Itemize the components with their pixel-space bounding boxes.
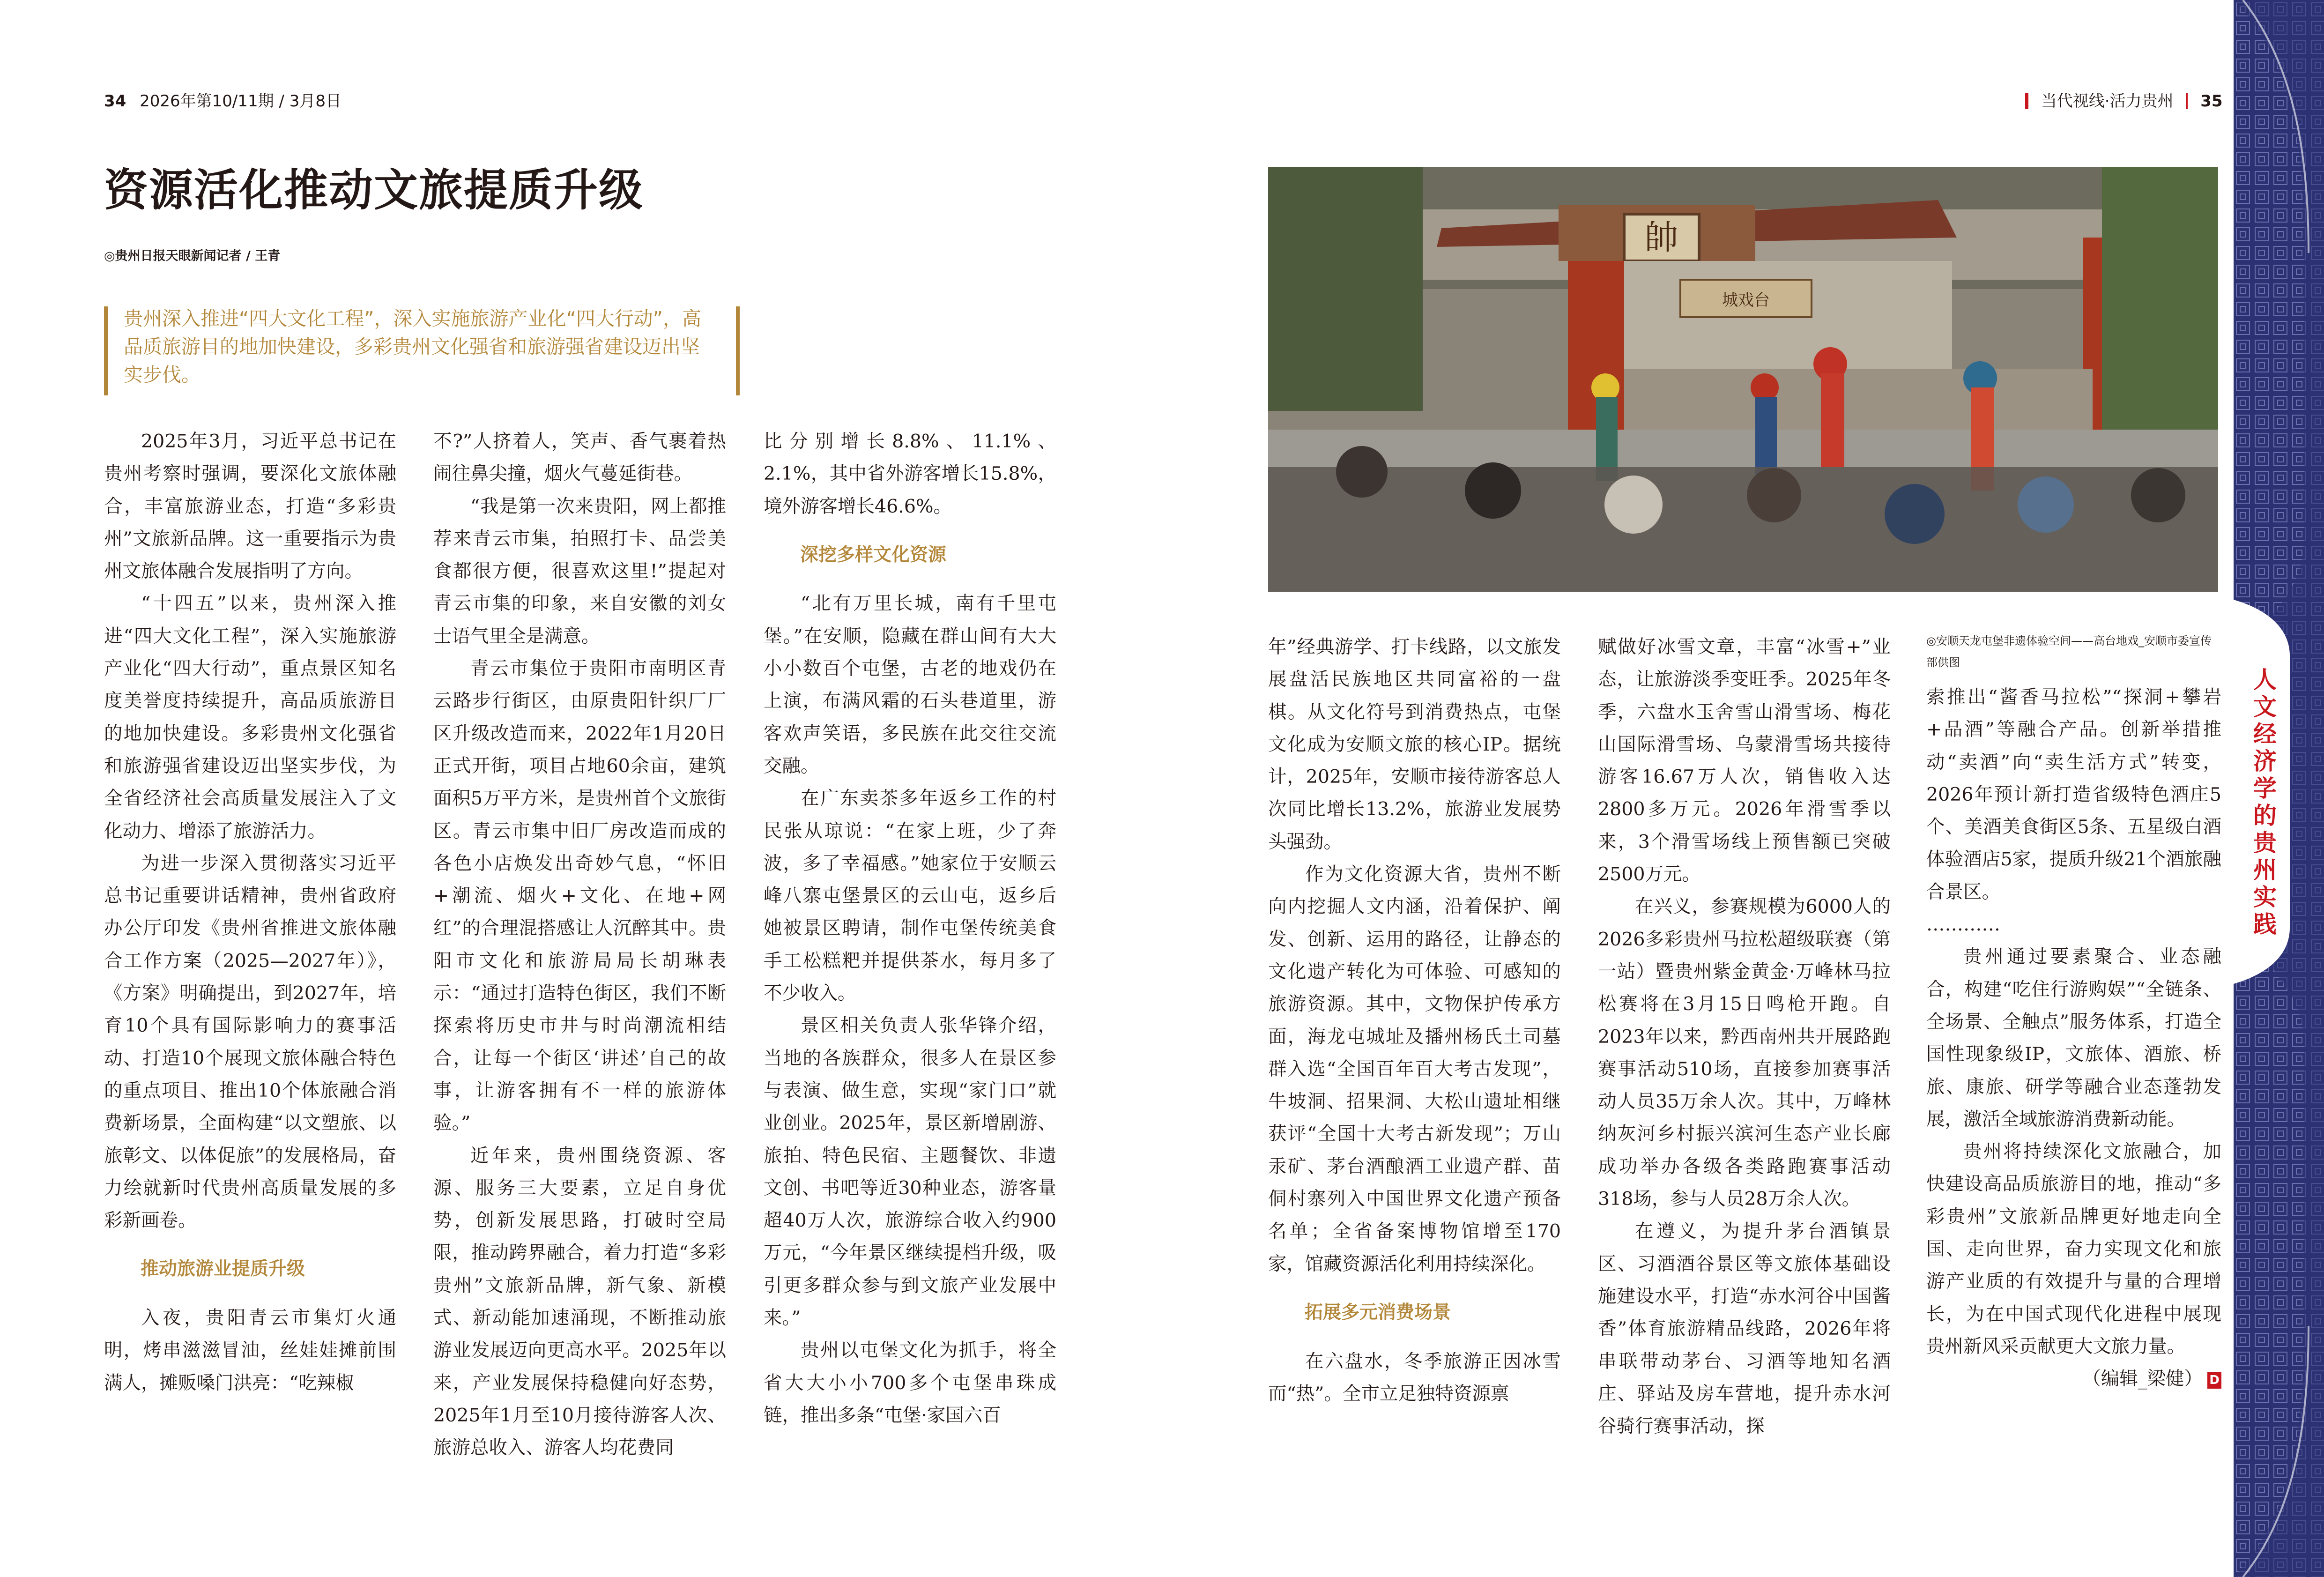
editor-name: （编辑_梁健） (2082, 1368, 2203, 1390)
right-page-header (2025, 88, 2223, 111)
right-section-title: 当代视线·活力贵州 (2041, 92, 2174, 111)
article-title: 资源活化推动文旅提质升级 (104, 164, 644, 216)
section-heading: 推动旅游业提质升级 (141, 1258, 305, 1280)
tunpu-stage-photo (1268, 167, 2218, 592)
text-column-4 (1268, 631, 1561, 1410)
lead-left-bar (104, 306, 108, 395)
section-heading: 深挖多样文化资源 (800, 544, 947, 565)
paragraph: 景区相关负责人张华锋介绍，当地的各族群众，很多人在景区参与表演、做生意，实现“家门口”就业创业。2025年，景区新增剧游、旅拍、特色民宿、主题餐饮、非遗文创、书吧等近30种业态，游客量超40万人次，旅游综合收入约900万元，“今年景区继续提档升级，吸引更多群众参与到文旅产业发展中来。” (764, 1015, 1056, 1329)
paragraph: 入夜，贵阳青云市集灯火通明，烤串滋滋冒油，丝娃娃摊前围满人，摊贩嗓门洪亮：“吃辣椒 (104, 1307, 396, 1394)
paragraph: “北有万里长城，南有千里屯堡。”在安顺，隐藏在群山间有大大小小数百个屯堡，古老的地戏仍在上演，布满风霜的石头巷道里，游客欢声笑语，多民族在此交往交流交融。 (764, 593, 1056, 777)
stage-plaque: 城戏台 (1722, 291, 1770, 310)
article-lead (104, 305, 740, 397)
paragraph: 在广东卖茶多年返乡工作的村民张从琼说：“在家上班，少了奔波，多了幸福感。”她家位于安顺云峰八寨屯堡景区的云山屯，返乡后她被景区聘请，制作屯堡传统美食手工松糕粑并提供茶水，每月多了不少收入。 (764, 788, 1056, 1004)
article-photo (1268, 167, 2218, 592)
paragraph: 贵州通过要素聚合、业态融合，构建“吃住行游购娱”“全链条、全场景、全触点”服务体系，打造全国性现象级IP，文旅体、酒旅、桥旅、康旅、研学等融合业态蓬勃发展，激活全域旅游消费新动能。 (1926, 946, 2221, 1130)
left-issue-info: 2026年第10/11期 / 3月8日 (140, 92, 342, 111)
paragraph: “十四五”以来，贵州深入推进“四大文化工程”，深入实施旅游产业化“四大行动”，重点景区知名度美誉度持续提升，高品质旅游目的地加快建设。多彩贵州文化强省和旅游强省建设迈出坚实步伐，为全省经济社会高质量发展注入了文化动力、增添了旅游活力。 (104, 593, 396, 842)
right-page-number: 35 (2200, 92, 2223, 111)
paragraph: 为进一步深入贯彻落实习近平总书记重要讲话精神，贵州省政府办公厅印发《贵州省推进文旅体融合工作方案（2025—2027年）》，《方案》明确提出，到2027年，培育10个具有国际影响力的赛事活动、打造10个展现文旅体融合特色的重点项目、推出10个体旅融合消费新场景，全面构建“以文塑旅、以旅彰文、以体促旅”的发展格局，奋力绘就新时代贵州高质量发展的多彩新画卷。 (104, 852, 396, 1232)
photo-caption: ◎安顺天龙屯堡非遗体验空间——高台地戏_安顺市委宣传部供图 (1926, 634, 2212, 669)
paragraph: “我是第一次来贵阳，网上都推荐来青云市集，拍照打卡、品尝美食都很方便，很喜欢这里!”提起对青云市集的印象，来自安徽的刘女士语气里全是满意。 (433, 495, 726, 647)
paragraph: 贵州以屯堡文化为抓手，将全省大大小小700多个屯堡串珠成链，推出多条“屯堡·家国六百 (764, 1339, 1056, 1426)
text-column-5 (1598, 631, 1891, 1443)
paragraph: 在遵义，为提升茅台酒镇景区、习酒酒谷景区等文旅体基础设施建设水平，打造“赤水河谷中国酱香”体育旅游精品线路，2026年将串联带动茅台、习酒等地知名酒庄、驿站及房车营地，提升赤水河谷骑行赛事活动，探 (1598, 1220, 1891, 1437)
paragraph: 在六盘水，冬季旅游正因冰雪而“热”。全市立足独特资源禀 (1268, 1350, 1561, 1405)
paragraph: 近年来，贵州围绕资源、客源、服务三大要素，立足自身优势，创新发展思路，打破时空局限，推动跨界融合，着力打造“多彩贵州”文旅新品牌，新气象、新模式、新动能加速涌现，不断推动旅游业发展迈向更高水平。2025年以来，产业发展保持稳健向好态势，2025年1月至10月接待游客人次、旅游总收入、游客人均花费同 (433, 1145, 726, 1459)
left-page-header (104, 88, 342, 111)
end-mark: D (2207, 1372, 2221, 1389)
editor-signature (1926, 1363, 2221, 1395)
lead-right-bar (736, 306, 740, 395)
paragraph: 比分别增长8.8%、11.1%、2.1%，其中省外游客增长15.8%，境外游客增长46.6%。 (764, 431, 1056, 517)
side-column-title: 人文经济学的贵州实践 (2253, 666, 2277, 938)
paragraph: 贵州将持续深化文旅融合，加快建设高品质旅游目的地，推动“多彩贵州”文旅新品牌更好地走向全国、走向世界，奋力实现文化和旅游产业质的有效提升与量的合理增长，为在中国式现代化进程中展现贵州新风采贡献更大文旅力量。 (1926, 1141, 2221, 1357)
stage-sign: 帥 (1644, 218, 1679, 257)
paragraph: 青云市集位于贵阳市南明区青云路步行街区，由原贵阳针织厂厂区升级改造而来，2022年1月20日正式开街，项目占地60余亩，建筑面积5万平方米，是贵州首个文旅街区。青云市集中旧厂房改造而成的各色小店焕发出奇妙气息，“怀旧+潮流、烟火+文化、在地+网红”的合理混搭感让人沉醉其中。贵阳市文化和旅游局局长胡琳表示：“通过打造特色街区，我们不断探索将历史市井与时尚潮流相结合，让每一个街区‘讲述’自己的故事，让游客拥有不一样的旅游体验。” (433, 658, 726, 1134)
paragraph: 赋做好冰雪文章，丰富“冰雪+”业态，让旅游淡季变旺季。2025年冬季，六盘水玉舍雪山滑雪场、梅花山国际滑雪场、乌蒙滑雪场共接待游客16.67万人次，销售收入达2800多万元。2026年滑雪季以来，3个滑雪场线上预售额已突破2500万元。 (1598, 636, 1891, 885)
left-page-number: 34 (104, 92, 126, 111)
article-byline: ◎贵州日报天眼新闻记者 / 王青 (104, 249, 281, 263)
text-column-2 (433, 425, 726, 1465)
paragraph: 不?”人挤着人，笑声、香气裹着热闹往鼻尖撞，烟火气蔓延街巷。 (433, 431, 726, 485)
text-column-1 (104, 425, 396, 1399)
paragraph: 在兴义，参赛规模为6000人的2026多彩贵州马拉松超级联赛（第一站）暨贵州紫金黄金·万峰林马拉松赛将在3月15日鸣枪开跑。自2023年以来，黔西南州共开展路跑赛事活动510场，直接参加赛事活动人员35万余人次。其中，万峰林纳灰河乡村振兴滨河生态产业长廊成功举办各级各类路跑赛事活动318场，参与人员28万余人次。 (1598, 896, 1891, 1210)
text-column-6 (1926, 681, 2221, 1396)
text-column-3 (764, 425, 1056, 1432)
paragraph: 索推出“酱香马拉松”“探洞+攀岩+品酒”等融合产品。创新举措推动“卖酒”向“卖生活方式”转变，2026年预计新打造省级特色酒庄5个、美酒美食街区5条、五星级白酒体验酒店5家，提质升级21个酒旅融合景区。 (1926, 686, 2221, 903)
lead-text: 贵州深入推进“四大文化工程”，深入实施旅游产业化“四大行动”，高品质旅游目的地加快建设，多彩贵州文化强省和旅游强省建设迈出坚实步伐。 (124, 307, 701, 386)
section-heading: 拓展多元消费场景 (1305, 1302, 1451, 1323)
ellipsis-separator: ………… (1926, 914, 2000, 936)
red-mark (2186, 93, 2188, 109)
red-mark (2025, 93, 2028, 109)
paragraph: 2025年3月，习近平总书记在贵州考察时强调，要深化文旅体融合，丰富旅游业态，打造“多彩贵州”文旅新品牌。这一重要指示为贵州文旅体融合发展指明了方向。 (104, 431, 396, 582)
paragraph: 作为文化资源大省，贵州不断向内挖掘人文内涵，沿着保护、阐发、创新、运用的路径，让静态的文化遗产转化为可体验、可感知的旅游资源。其中，文物保护传承方面，海龙屯城址及播州杨氏土司墓群入选“全国百年百大考古发现”，牛坡洞、招果洞、大松山遗址相继获评“全国十大考古新发现”；万山汞矿、茅台酒酿酒工业遗产群、苗侗村寨列入中国世界文化遗产预备名单；全省备案博物馆增至170家，馆藏资源活化利用持续深化。 (1268, 863, 1561, 1275)
paragraph: 年”经典游学、打卡线路，以文旅发展盘活民族地区共同富裕的一盘棋。从文化符号到消费热点，屯堡文化成为安顺文旅的核心IP。据统计，2025年，安顺市接待游客总人次同比增长13.2%，旅游业发展势头强劲。 (1268, 636, 1561, 853)
